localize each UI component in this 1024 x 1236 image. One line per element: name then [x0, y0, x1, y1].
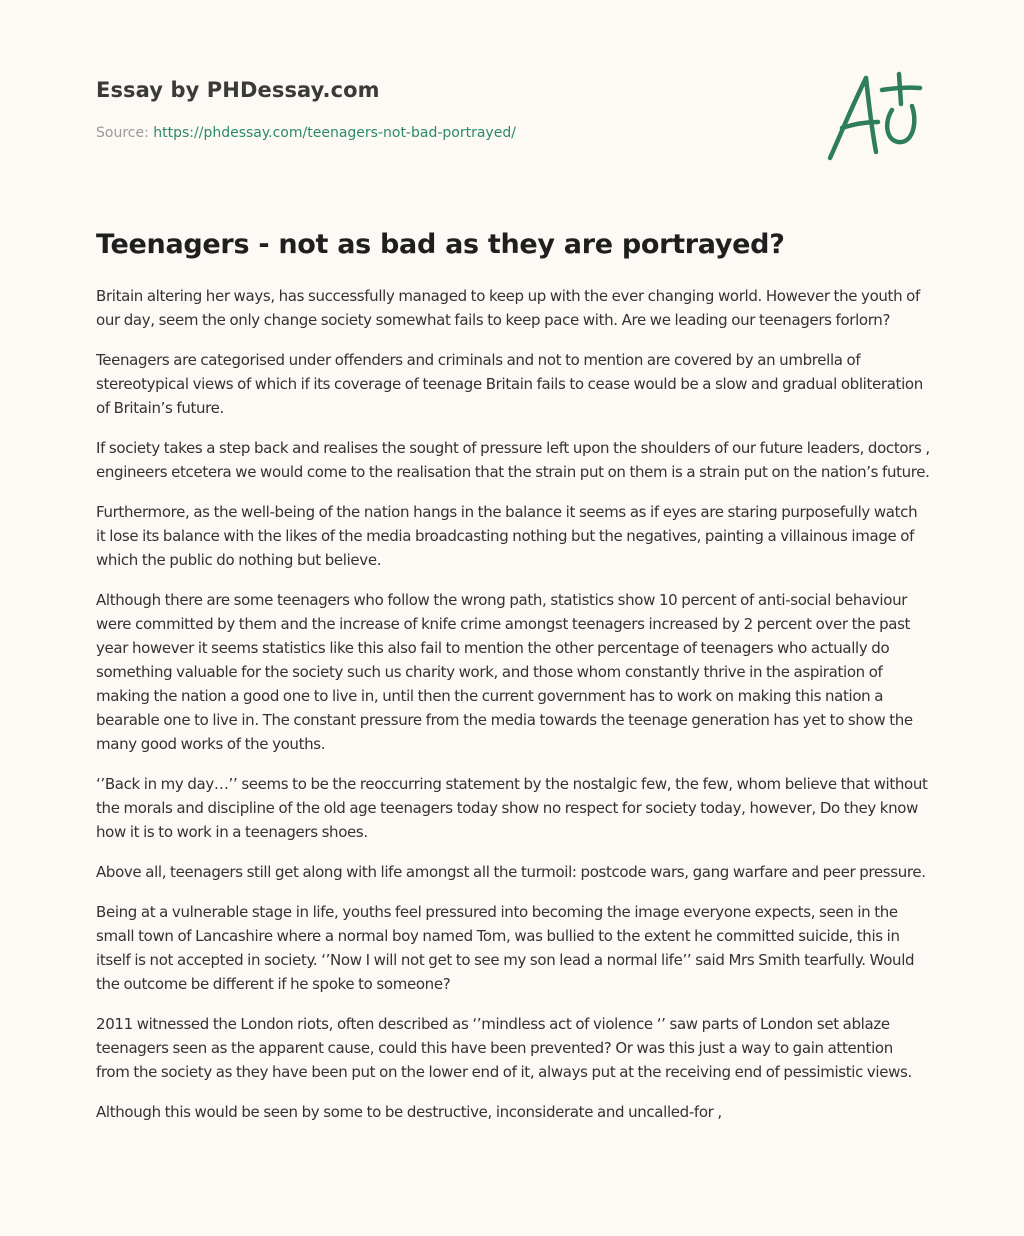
- essay-paragraph: Being at a vulnerable stage in life, youths feel pressured into becoming the image everyone expects, seen in the small town of Lancashire where a normal boy named Tom, was bullied to the extent he committed suicide, this in itself is not accepted in society. ‘’Now I will not get to see my son lead a normal life’’ said Mrs Smith tearfully. Would the outcome be different if he spoke to someone?: [96, 903, 915, 993]
- source-line: [96, 123, 796, 143]
- essay-paragraph: Furthermore, as the well-being of the nation hangs in the balance it seems as if eyes are staring purposefully watch it lose its balance with the likes of the media broadcasting nothing but the negatives, painting a villainous image of which the public do nothing but believe.: [96, 503, 918, 569]
- site-title: Essay by PHDessay.com: [96, 78, 380, 102]
- essay-paragraph: Above all, teenagers still get along with life amongst all the turmoil: postcode wars, gang warfare and peer pressure.: [96, 863, 926, 881]
- essay-paragraph: Although this would be seen by some to be destructive, inconsiderate and uncalled-for ,: [96, 1103, 722, 1121]
- source-link[interactable]: https://phdessay.com/teenagers-not-bad-portrayed/: [153, 125, 516, 141]
- essay-paragraph: Britain altering her ways, has successfully managed to keep up with the ever changing world. However the youth of our day, seem the only change society somewhat fails to keep pace with. Are we leading our teenagers forlorn?: [96, 287, 920, 329]
- essay-paragraph: Although there are some teenagers who follow the wrong path, statistics show 10 percent of anti-social behaviour were committed by them and the increase of knife crime amongst teenagers increased by 2 percent over the past year however it seems statistics like this also fail to mention the other percentage of teenagers who actually do something valuable for the society such us charity work, and those whom constantly thrive in the aspiration of making the nation a good one to live in, until then the current government has to work on making this nation a bearable one to live in. The constant pressure from the media towards the teenage generation has yet to show the many good works of the youths.: [96, 591, 913, 753]
- essay-content: [96, 226, 930, 1140]
- essay-paragraph: 2011 witnessed the London riots, often described as ‘’mindless act of violence ‘’ saw parts of London set ablaze teenagers seen as the apparent cause, could this have been prevented? Or was this just a way to gain attention from the society as they have been put on the lower end of it, always put at the receiving end of pessimistic views.: [96, 1015, 912, 1081]
- essay-paragraph: Teenagers are categorised under offenders and criminals and not to mention are covered by an umbrella of stereotypical views of which if its coverage of teenage Britain fails to cease would be a slow and gradual obliteration of Britain’s future.: [96, 351, 923, 417]
- a-plus-logo-icon: [820, 66, 930, 166]
- essay-paragraph: If society takes a step back and realises the sought of pressure left upon the shoulders of our future leaders, doctors , engineers etcetera we would come to the realisation that the strain put on them is a strain put on the nation’s future.: [96, 439, 930, 481]
- essay-title: Teenagers - not as bad as they are portrayed?: [96, 229, 785, 260]
- source-label: Source:: [96, 125, 154, 141]
- essay-paragraph: ‘’Back in my day…’’ seems to be the reoccurring statement by the nostalgic few, the few, whom believe that without the morals and discipline of the old age teenagers today show no respect for society today, however, Do they know how it is to work in a teenagers shoes.: [96, 775, 928, 841]
- page-header: [96, 76, 796, 143]
